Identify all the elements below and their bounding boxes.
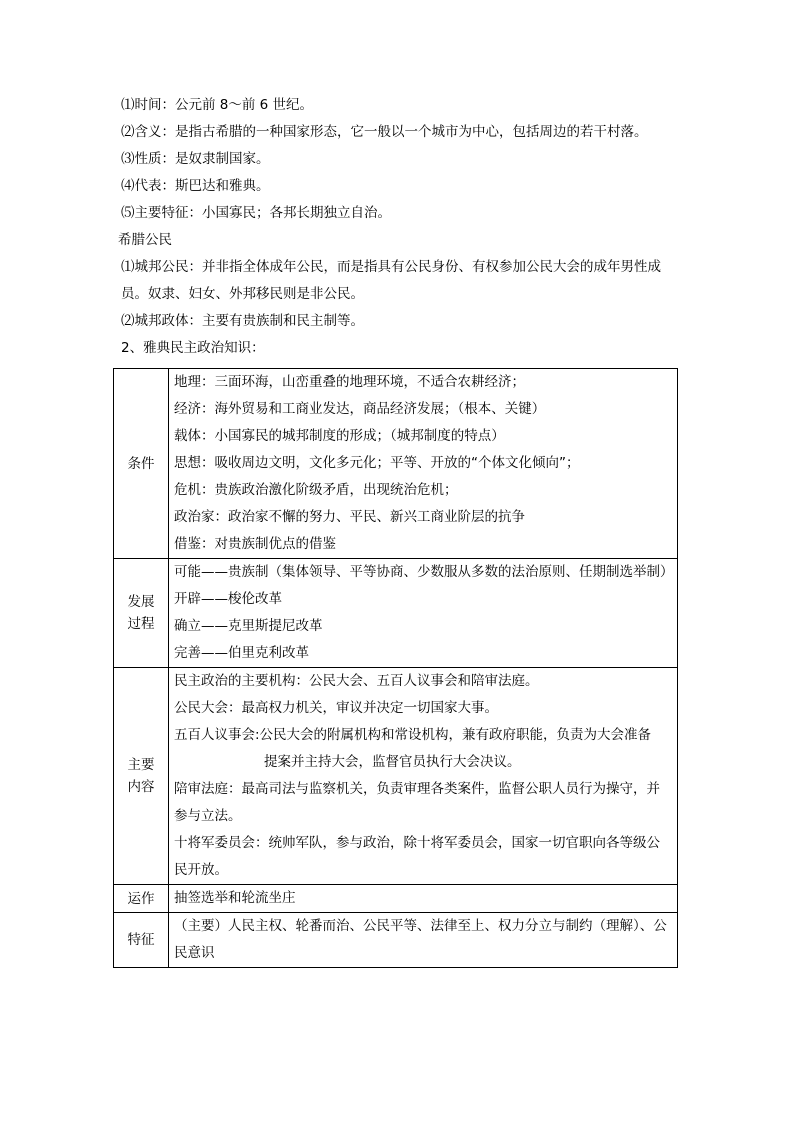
condition-economy: 经济：海外贸易和工商业发达，商品经济发展；（根本、关键） [174,401,546,417]
table-row-conditions [114,369,678,559]
table-row-operation [114,885,678,913]
section-heading-citizens: 希腊公民 [118,232,172,248]
intro-time: ⑴时间：公元前 8～前 6 世纪。 [121,97,314,113]
row-label-content [114,668,169,885]
athens-democracy-table [113,368,678,968]
intro-features: ⑸主要特征：小国寡民；各邦长期独立自治。 [121,205,391,221]
row-label-development-line2: 过程 [127,616,155,632]
row-content-development [169,559,678,668]
row-label-conditions: 条件 [114,369,169,559]
row-label-development [114,559,169,668]
row-label-development-line1: 发展 [127,594,155,610]
intro-representatives: ⑷代表：斯巴达和雅典。 [121,178,270,194]
condition-crisis: 危机：贵族政治激化阶级矛盾，出现统治危机； [174,482,458,498]
table-row-characteristics [114,913,678,968]
row-content-operation [169,885,678,913]
intro-nature: ⑶性质：是奴隶制国家。 [121,151,270,167]
condition-carrier: 载体：小国寡民的城邦制度的形成；（城邦制度的特点） [174,428,505,444]
content-council: 五百人议事会:公民大会的附属机构和常设机构，兼有政府职能，负责为大会准备 [174,727,652,743]
content-council-continued: 提案并主持大会，监督官员执行大会决议。 [264,754,521,770]
row-content-conditions [169,369,678,559]
row-content-main [169,668,678,885]
row-content-characteristics [169,913,678,968]
operation-text: 抽签选举和轮流坐庄 [174,890,296,906]
section-heading-athens: 2、雅典民主政治知识： [121,340,265,356]
condition-reference: 借鉴：对贵族制优点的借鉴 [174,536,336,552]
row-label-content-line1: 主要 [127,757,155,773]
intro-meaning: ⑵含义：是指古希腊的一种国家形态，它一般以一个城市为中心，包括周边的若干村落。 [121,124,648,140]
intro-section [118,92,681,362]
row-label-content-line2: 内容 [127,779,155,795]
condition-thought: 思想：吸收周边文明，文化多元化；平等、开放的“个体文化倾向”； [174,455,580,471]
table-row-content [114,668,678,885]
condition-statesmen: 政治家：政治家不懈的努力、平民、新兴工商业阶层的抗争 [174,509,525,525]
characteristics-text: （主要）人民主权、轮番而治、公民平等、法律至上、权力分立与制约（理解）、公民意识 [174,918,667,961]
content-assembly: 公民大会：最高权力机关，审议并决定一切国家大事。 [174,700,498,716]
development-perfection: 完善——伯里克利改革 [174,645,309,661]
development-possibility: 可能——贵族制（集体领导、平等协商、少数服从多数的法治原则、任期制选举制） [174,564,674,580]
condition-geography: 地理：三面环海，山峦重叠的地理环境，不适合农耕经济； [174,374,525,390]
row-label-operation: 运作 [114,885,169,913]
development-opening: 开辟——梭伦改革 [174,591,282,607]
intro-polity: ⑵城邦政体：主要有贵族制和民主制等。 [121,313,364,329]
content-institutions: 民主政治的主要机构：公民大会、五百人议事会和陪审法庭。 [174,673,539,689]
table-row-development [114,559,678,668]
row-label-characteristics: 特征 [114,913,169,968]
intro-citizens: ⑴城邦公民：并非指全体成年公民，而是指具有公民身份、有权参加公民大会的成年男性成员。奴隶、妇女、外邦移民则是非公民。 [121,259,661,302]
development-establishment: 确立——克里斯提尼改革 [174,618,323,634]
content-generals: 十将军委员会：统帅军队，参与政治，除十将军委员会，国家一切官职向各等级公民开放。 [174,835,660,878]
content-court: 陪审法庭：最高司法与监察机关，负责审理各类案件，监督公职人员行为操守，并参与立法。 [174,781,660,824]
